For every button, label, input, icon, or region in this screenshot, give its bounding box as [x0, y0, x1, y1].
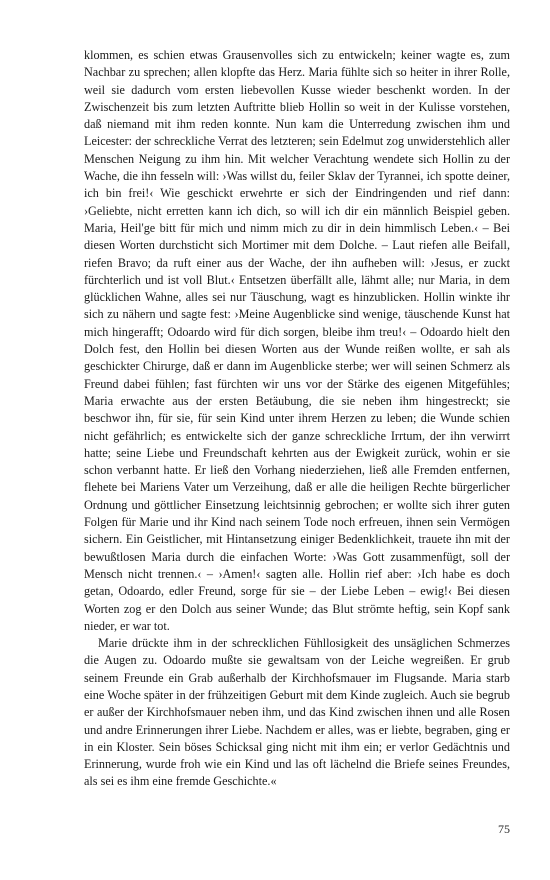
body-paragraph-2: Marie drückte ihm in der schrecklichen Fühllosigkeit des unsäglichen Schmerzes die Augen zu. Odoardo mußte sie gewaltsam von der Leiche wegreißen. Er grub seinem Freunde ein Grab außerhalb der Kirchhofsmauer im Flugsande. Maria starb eine Woche später in der frühzeitigen Geburt mit dem Kinde zugleich. Auch sie begrub er außer der Kirchhofsmauer neben ihm, und das Kind zwischen ihnen und alle Rosen und andre Erinnerungen ihrer Liebe. Nachdem er alles, was er liebte, begraben, ging er in ein Kloster. Sein böses Schicksal ging nicht mit ihm ein; er verlor Gedächtnis und Erinnerung, wurde froh wie ein Kind und las oft lächelnd die Briefe seines Freundes, als sei es ihm eine fremde Geschichte.«	[84, 636, 510, 789]
page-body	[84, 47, 510, 791]
page-number: 75	[498, 822, 510, 836]
body-paragraph-1: klommen, es schien etwas Grausenvolles sich zu entwickeln; keiner wagte es, zum Nachbar zu sprechen; allen klopfte das Herz. Maria fühlte sich so heiter in ihrer Rolle, weil sie dadurch vom ersten liebevollen Kusse wieder beschenkt worden. In der Zwischenzeit bis zum letzten Auftritte blieb Hollin so weit in der Kulisse vorstehen, daß niemand mit ihm reden konnte. Nun kam die Unterredung zwischen ihm und Leicester: der schreckliche Verrat des letzteren; sein Edelmut zog unwiderstehlich aller Menschen Neigung zu ihm hin. Mit welcher Verachtung wendete sich Hollin zu der Wache, die ihn fesseln will: ›Was willst du, feiler Sklav der Tyrannei, ich spotte deiner, ich bin frei!‹ Wie geschickt erwehrte er sich der Eindringenden und rief dann: ›Geliebte, nicht erretten kann ich dich, so will ich dir ein männlich Beispiel geben. Maria, Heil'ge bitt für mich und nimm mich zu dir in dein himmlisch Leben.‹ – Bei diesen Worten durchsticht sich Mortimer mit dem Dolche. – Laut riefen alle Beifall, riefen Bravo; da ruft einer aus der Wache, der ihn aufheben will: ›Jesus, er zuckt fürchterlich und ist voll Blut.‹ Entsetzen überfällt alle, lähmt alle; nur Maria, in dem glücklichen Wahne, alles sei nur Täuschung, wagt es hinzublicken. Hollin winkte ihr sich zu nähern und sagte fest: ›Meine Augenblicke sind wenige, täuschende Kunst hat mich hingerafft; Odoardo wird für dich sorgen, bleibe ihm treu!‹ – Odoardo hielt den Dolch fest, den Hollin bei diesen Worten aus der Wunde reißen wollte, er sah als geschickter Chirurge, daß er dann im Augenblicke sterbe; wer will seinen Schmerz als Freund dabei fühlen; fast fürchten wir uns vor der Stärke des eigenen Mitgefühles; Maria erwachte aus der ersten Betäubung, die sie neben ihm hingestreckt; sie beschwor ihn, für sie, für sein Kind unter ihrem Herzen zu leben; die Wunde schien nicht gefährlich; es entwickelte sich der ganze schreckliche Irrtum, der ihn verwirrt hatte; seine Liebe und Freundschaft kehrten aus der Ewigkeit zurück, wohin er sie schon verbannt hatte. Er ließ den Vorhang niederziehen, ließ alle Fremden entfernen, flehete bei Mariens Vater um Verzeihung, daß er alle die heiligen Rechte bürgerlicher Ordnung und göttlicher Einsetzung leichtsinnig gebrochen; er wollte sich ihrer guten Folgen für Marie und ihr Kind nach seinem Tode noch erfreuen, ihnen sein Vermögen sichern. Ein Geistlicher, mit Hintansetzung einiger Bedenklichkeit, trauete ihn mit der bewußtlosen Maria durch die einfachen Worte: ›Was Gott zusammenfügt, soll der Mensch nicht trennen.‹ – ›Amen!‹ sagten alle. Hollin rief aber: ›Ich habe es doch getan, Odoardo, edler Freund, sorge für sie – der Liebe Leben – ewig!‹ Bei diesen Worten zog er den Dolch aus seiner Wunde; das Blut strömte heftig, sein Kopf sank nieder, er war tot.	[84, 48, 510, 633]
